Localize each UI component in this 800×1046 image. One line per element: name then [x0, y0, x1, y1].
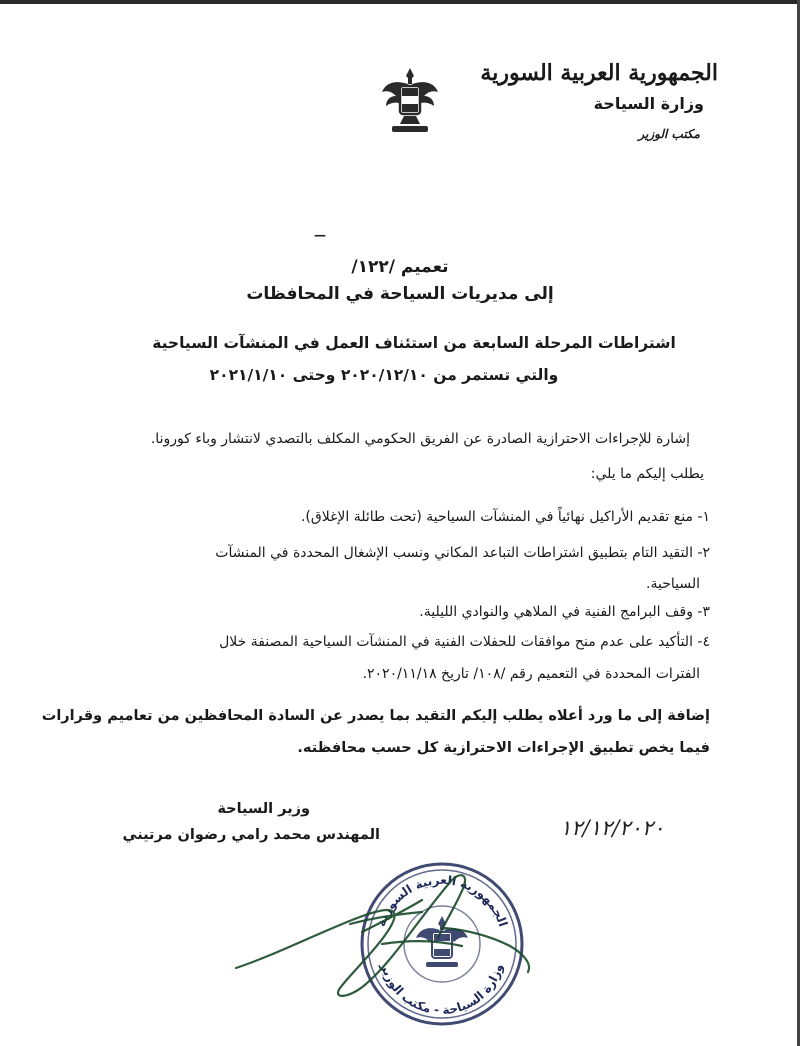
request-intro: يطلب إليكم ما يلي: [590, 466, 704, 482]
ministry-name: وزارة السياحة [593, 94, 704, 113]
list-item-4: ٤- التأكيد على عدم منح موافقات للحفلات الفنية في المنشآت السياحية المصنفة خلال [219, 634, 710, 650]
handwritten-signature-icon [232, 860, 562, 1010]
scan-mark: — [314, 228, 326, 242]
eagle-emblem-icon [378, 64, 442, 136]
list-item-3: ٣- وقف البرامج الفنية في الملاهي والنوادي الليلية. [419, 604, 710, 620]
government-name: الجمهورية العربية السورية [480, 60, 718, 86]
stamp-inner-text: وزارة السياحة - مكتب الوزير [378, 962, 506, 1018]
reference-paragraph: إشارة للإجراءات الاحترازية الصادرة عن الفريق الحكومي المكلف بالتصدي لانتشار وباء كورونا. [150, 431, 690, 447]
signatory-title: وزير السياحة [217, 801, 310, 817]
signatory-name: المهندس محمد رامي رضوان مرتيني [122, 827, 380, 843]
scan-edge-top [0, 0, 800, 4]
addition-paragraph-line-1: إضافة إلى ما ورد أعلاه يطلب إليكم التقيد بما يصدر عن السادة المحافظين من تعاميم وقرارات [41, 708, 710, 724]
subject-line-2: والتي تستمر من ٢٠٢٠/١٢/١٠ وحتى ٢٠٢١/١/١٠ [209, 366, 559, 384]
office-name: مكتب الوزير [638, 127, 700, 141]
list-item-2: ٢- التقيد التام بتطبيق اشتراطات التباعد المكاني ونسب الإشغال المحددة في المنشآت [215, 545, 710, 561]
list-item-4-continued: الفترات المحددة في التعميم رقم /١٠٨/ تاريخ ٢٠٢٠/١١/١٨. [362, 666, 700, 682]
addition-paragraph-line-2: فيما يخص تطبيق الإجراءات الاحترازية كل حسب محافظته. [297, 740, 710, 756]
circular-number: تعميم /١٢٢/ [351, 257, 449, 277]
list-item-2-continued: السياحية. [646, 576, 700, 592]
subject-line-1: اشتراطات المرحلة السابعة من استئناف العمل في المنشآت السياحية [152, 334, 676, 352]
stamp-outer-text: الجمهورية العربية السورية [373, 872, 511, 929]
addressee-line: إلى مديريات السياحة في المحافظات [246, 284, 554, 304]
handwritten-date: ١٢/١٢/٢٠٢٠ [560, 816, 665, 840]
list-item-1: ١- منع تقديم الأراكيل نهائياً في المنشآت السياحية (تحت طائلة الإغلاق). [300, 509, 710, 525]
